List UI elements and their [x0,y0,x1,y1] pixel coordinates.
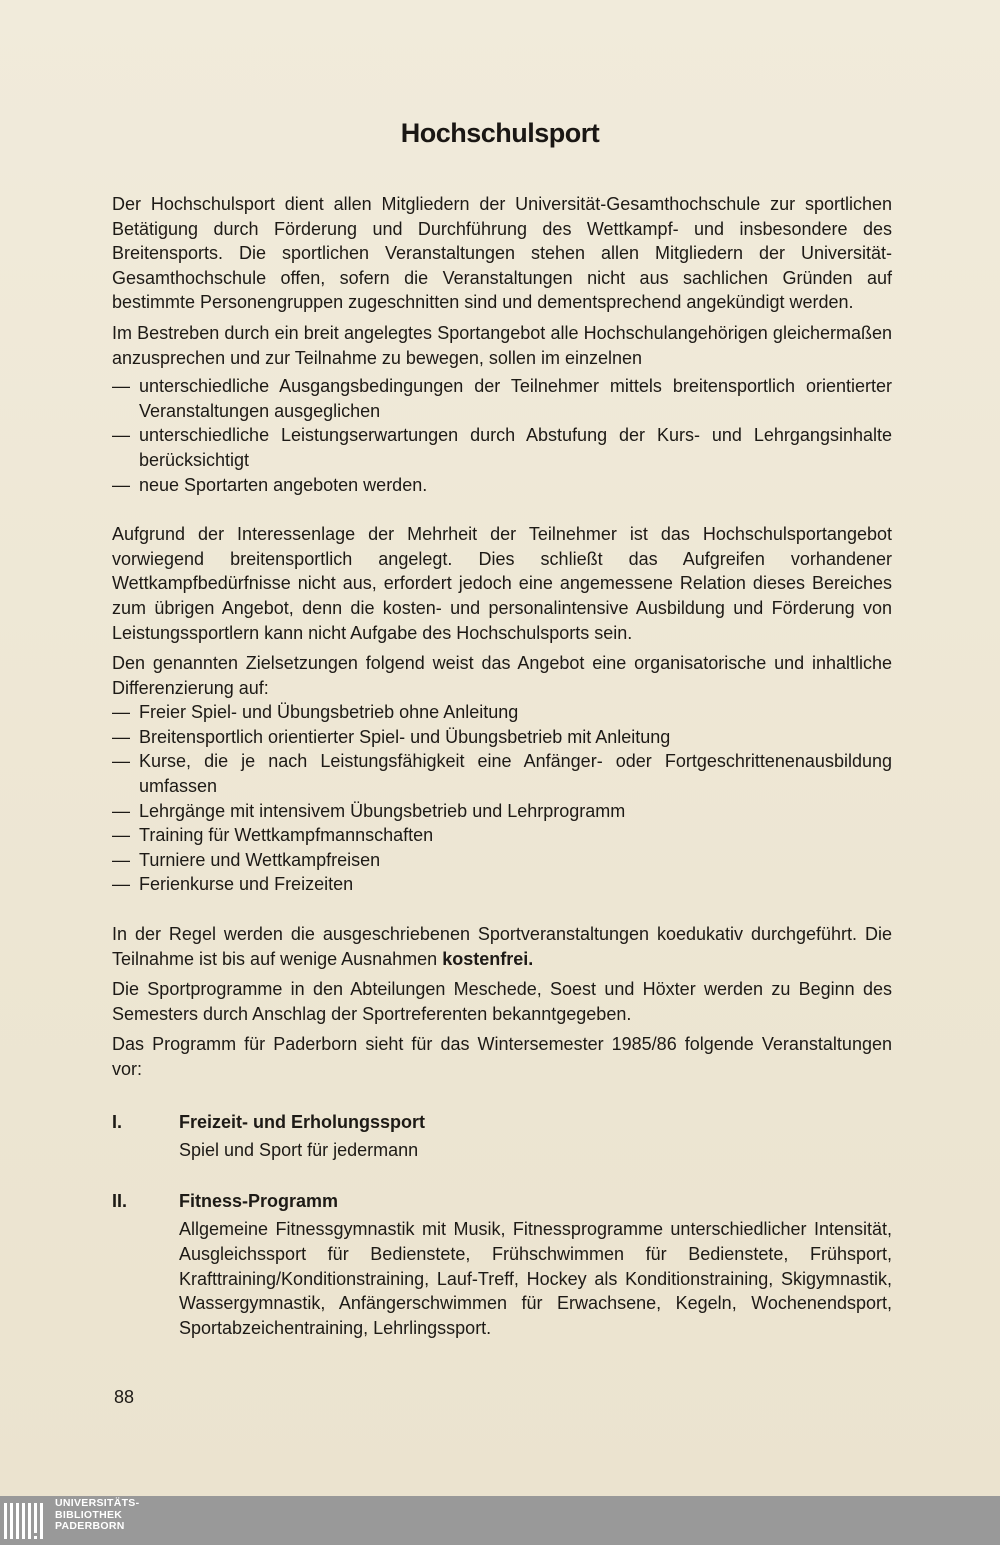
library-logo-icon [4,1500,50,1542]
section-number: I. [112,1111,123,1132]
list-item: — Turniere und Wettkampfreisen [112,848,892,873]
list-item: — unterschiedliche Ausgangsbedingungen der Teilnehmer mittels breitensportlich orientierter Veranstaltungen ausgeglichen [112,374,892,423]
section-title: Freizeit- und Erholungssport [179,1111,425,1132]
coeducation-text: In der Regel werden die ausgeschriebenen Sportveranstaltungen koedukativ durchgeführt. Die Teilnahme ist bis auf wenige Ausnahmen [112,924,892,969]
list-item: — Ferienkurse und Freizeiten [112,872,892,897]
paragraph-intro: Der Hochschulsport dient allen Mitgliedern der Universität-Gesamthochschule zur sportlichen Betätigung durch Förderung und Durchführung des Wettkampf- und insbesondere des Breitensports. Die sportlichen Veranstaltungen stehen allen Mitgliedern der Universität-Gesamthochschule offen, sofern die Veranstaltungen nicht aus sachlichen Gründen auf bestimmte Personengruppen zugeschnitten sind und dementsprechend angekündigt werden. [112,194,892,313]
section-number: II. [112,1190,128,1211]
free-of-charge-text: kostenfrei. [442,948,534,969]
section-text: Spiel und Sport für jedermann [179,1140,419,1161]
paragraph-offers-intro: Den genannten Zielsetzungen folgend weist das Angebot eine organisatorische und inhaltliche Differenzierung auf: [112,653,892,698]
section-text: Allgemeine Fitnessgymnastik mit Musik, Fitnessprogramme unterschiedlicher Intensität, Ausgleichssport für Bedienstete, Frühschwimmen für Bedienstete, Frühsport, Krafttraining/Konditionstraining, Lauf-Treff, Hockey als Konditionstraining, Skigymnastik, Wassergymnastik, Anfängerschwimmen für Erwachsene, Kegeln, Wochenendsport, Sportabzeichentraining, Lehrlingssport. [179,1219,892,1338]
paragraph-coeducation [112,922,892,971]
list-item: — Breitensportlich orientierter Spiel- und Übungsbetrieb mit Anleitung [112,725,892,750]
section-leisure-sport [112,1110,892,1163]
list-item: — unterschiedliche Leistungserwartungen durch Abstufung der Kurs- und Lehrgangsinhalte berücksichtigt [112,423,892,472]
library-footer-bar [0,1496,1000,1545]
list-item: — Training für Wettkampfmannschaften [112,823,892,848]
library-name [55,1498,139,1533]
section-fitness-program [112,1189,892,1341]
goals-list [112,374,892,497]
page-title: Hochschulsport [400,118,600,148]
list-item: — neue Sportarten angeboten werden. [112,473,892,498]
paragraph-program: Das Programm für Paderborn sieht für das Wintersemester 1985/86 folgende Veranstaltungen vor: [112,1034,892,1079]
list-item: — Lehrgänge mit intensivem Übungsbetrieb und Lehrprogramm [112,799,892,824]
library-name-line: PADERBORN [55,1520,125,1532]
body-text [112,192,892,1340]
paragraph-goals-intro: Im Bestreben durch ein breit angelegtes Sportangebot alle Hochschulangehörigen gleichermaßen anzusprechen und zur Teilnahme zu bewegen, sollen im einzelnen [112,322,892,368]
page-number: 88 [114,1387,135,1407]
library-name-line: BIBLIOTHEK [55,1508,123,1521]
library-name-line: UNIVERSITÄTS- [55,1497,140,1509]
offers-list [112,700,892,897]
list-item: — Kurse, die je nach Leistungsfähigkeit eine Anfänger- oder Fortgeschrittenenausbildung umfassen [112,749,892,798]
list-item: — Freier Spiel- und Übungsbetrieb ohne Anleitung [112,700,892,725]
paragraph-departments: Die Sportprogramme in den Abteilungen Meschede, Soest und Höxter werden zu Beginn des Semesters durch Anschlag der Sportreferenten bekanntgegeben. [112,979,892,1024]
paragraph-interests: Aufgrund der Interessenlage der Mehrheit der Teilnehmer ist das Hochschulsportangebot vorwiegend breitensportlich angelegt. Dies schließt das Aufgreifen vorhandener Wettkampfbedürfnisse nicht aus, erfordert jedoch eine angemessene Relation dieses Bereiches zum übrigen Angebot, denn die kosten- und personalintensive Ausbildung und Förderung von Leistungssportlern kann nicht Aufgabe des Hochschulsports sein. [112,524,892,643]
section-title: Fitness-Programm [179,1190,339,1211]
